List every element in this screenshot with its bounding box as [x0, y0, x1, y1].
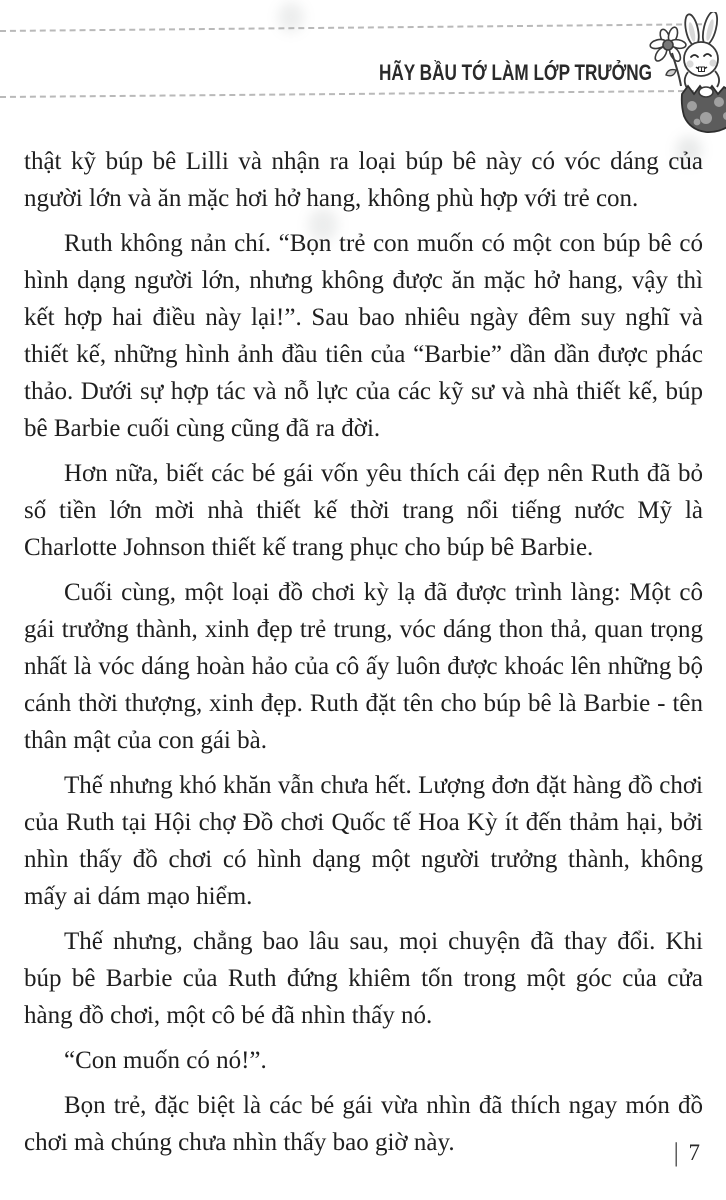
rabbit-in-egg-with-flower-icon [648, 12, 726, 134]
paragraph: Cuối cùng, một loại đồ chơi kỳ lạ đã được trình làng: Một cô gái trưởng thành, xinh đẹp trẻ trung, vóc dáng thon thả, quan trọng nhất là vóc dáng hoàn hảo của cô ấy luôn được khoác lên những bộ cánh thời thượng, xinh đẹp. Ruth đặt tên cho búp bê là Barbie - tên thân mật của con gái bà. [24, 579, 703, 754]
paper-smudge [278, 2, 304, 32]
paragraph: Thế nhưng khó khăn vẫn chưa hết. Lượng đơn đặt hàng đồ chơi của Ruth tại Hội chợ Đồ chơi Quốc tế Hoa Kỳ ít đến thảm hại, bởi nhìn thấy đồ chơi có hình dạng một người trưởng thành, không mấy ai dám mạo hiểm. [24, 772, 703, 910]
dashed-rule-bottom [0, 90, 694, 98]
paragraph: Thế nhưng, chẳng bao lâu sau, mọi chuyện đã thay đổi. Khi búp bê Barbie của Ruth đứng khiêm tốn trong một góc của cửa hàng đồ chơi, một cô bé đã nhìn thấy nó. [24, 928, 703, 1029]
page-footer [674, 1140, 700, 1166]
paragraph: Bọn trẻ, đặc biệt là các bé gái vừa nhìn đã thích ngay món đồ chơi mà chúng chưa nhìn thấy bao giờ này. [24, 1092, 703, 1156]
running-header-title: HÃY BẦU TỚ LÀM LỚP TRƯỞNG [379, 60, 652, 85]
body-text [24, 143, 703, 1169]
page-number: 7 [688, 1140, 700, 1165]
paragraph: Hơn nữa, biết các bé gái vốn yêu thích cái đẹp nên Ruth đã bỏ số tiền lớn mời nhà thiết kế thời trang nổi tiếng nước Mỹ là Charlotte Johnson thiết kế trang phục cho búp bê Barbie. [24, 460, 703, 561]
page-number-separator: | [673, 1138, 679, 1167]
paragraph: “Con muốn có nó!”. [64, 1047, 267, 1074]
paragraph: Ruth không nản chí. “Bọn trẻ con muốn có một con búp bê có hình dạng người lớn, nhưng không được ăn mặc hở hang, vậy thì kết hợp hai điều này lại!”. Sau bao nhiêu ngày đêm suy nghĩ và thiết kế, những hình ảnh đầu tiên của “Barbie” dần dần được phác thảo. Dưới sự hợp tác và nỗ lực của các kỹ sư và nhà thiết kế, búp bê Barbie cuối cùng cũng đã ra đời. [24, 230, 703, 442]
dashed-rule-top [0, 23, 702, 32]
paragraph: thật kỹ búp bê Lilli và nhận ra loại búp bê này có vóc dáng của người lớn và ăn mặc hơi hở hang, không phù hợp với trẻ con. [24, 148, 703, 212]
